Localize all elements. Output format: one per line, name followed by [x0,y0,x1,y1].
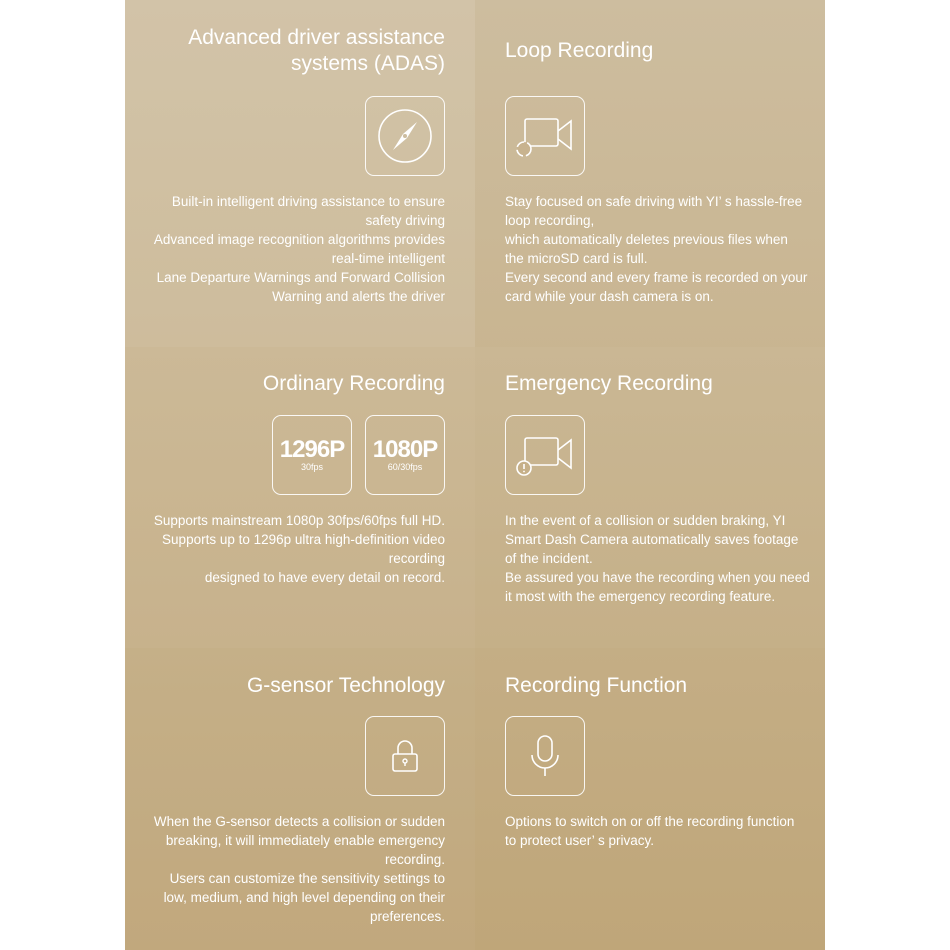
compass-icon [365,96,445,176]
microphone-icon [505,716,585,796]
lock-icon [365,716,445,796]
resolution-badge [272,415,352,495]
feature-description: In the event of a collision or sudden braking, YI Smart Dash Camera automatically saves footage of the incident. Be assured you have the recording when you need it most with the emergency recording feature. [505,513,810,604]
feature-description: Built-in intelligent driving assistance to ensure safety driving Advanced image recognition algorithms provides real-time intelligent Lane Departure Warnings and Forward Collision Warning and alerts the driver [153,194,445,304]
feature-description: Stay focused on safe driving with YI’ s hassle-free loop recording, which automatically deletes previous files when the microSD card is full. Every second and every frame is recorded on your card while your dash camera is on. [505,194,808,304]
feature-g-sensor [125,648,475,950]
feature-panel [125,0,825,950]
feature-adas [125,0,475,347]
feature-title: Advanced driver assistance systems (ADAS) [188,26,445,75]
feature-title: Recording Function [505,674,688,697]
feature-title: Loop Recording [505,39,654,62]
feature-loop-recording [475,0,825,347]
feature-title: G-sensor Technology [246,674,445,697]
feature-recording-function [475,648,825,950]
feature-ordinary-recording [125,347,475,648]
feature-title: Emergency Recording [505,372,713,395]
resolution-badge [365,415,445,495]
loop-video-icon [505,96,585,176]
feature-description: Options to switch on or off the recording function to protect user’ s privacy. [505,814,795,848]
emergency-video-icon [505,415,585,495]
resolution-label: 1080P [372,435,438,463]
feature-description: When the G-sensor detects a collision or sudden breaking, it will immediately enable emergency recording. Users can customize the sensitivity settings to low, medium, and high level depending on their preferences. [153,814,445,924]
resolution-label: 1296P [279,435,345,463]
feature-emergency-recording [475,347,825,648]
fps-label: 30fps [300,461,324,472]
fps-label: 60/30fps [387,461,423,472]
feature-description: Supports mainstream 1080p 30fps/60fps full HD. Supports up to 1296p ultra high-definition video recording designed to have every detail on record. [153,513,445,585]
feature-title: Ordinary Recording [262,372,445,395]
